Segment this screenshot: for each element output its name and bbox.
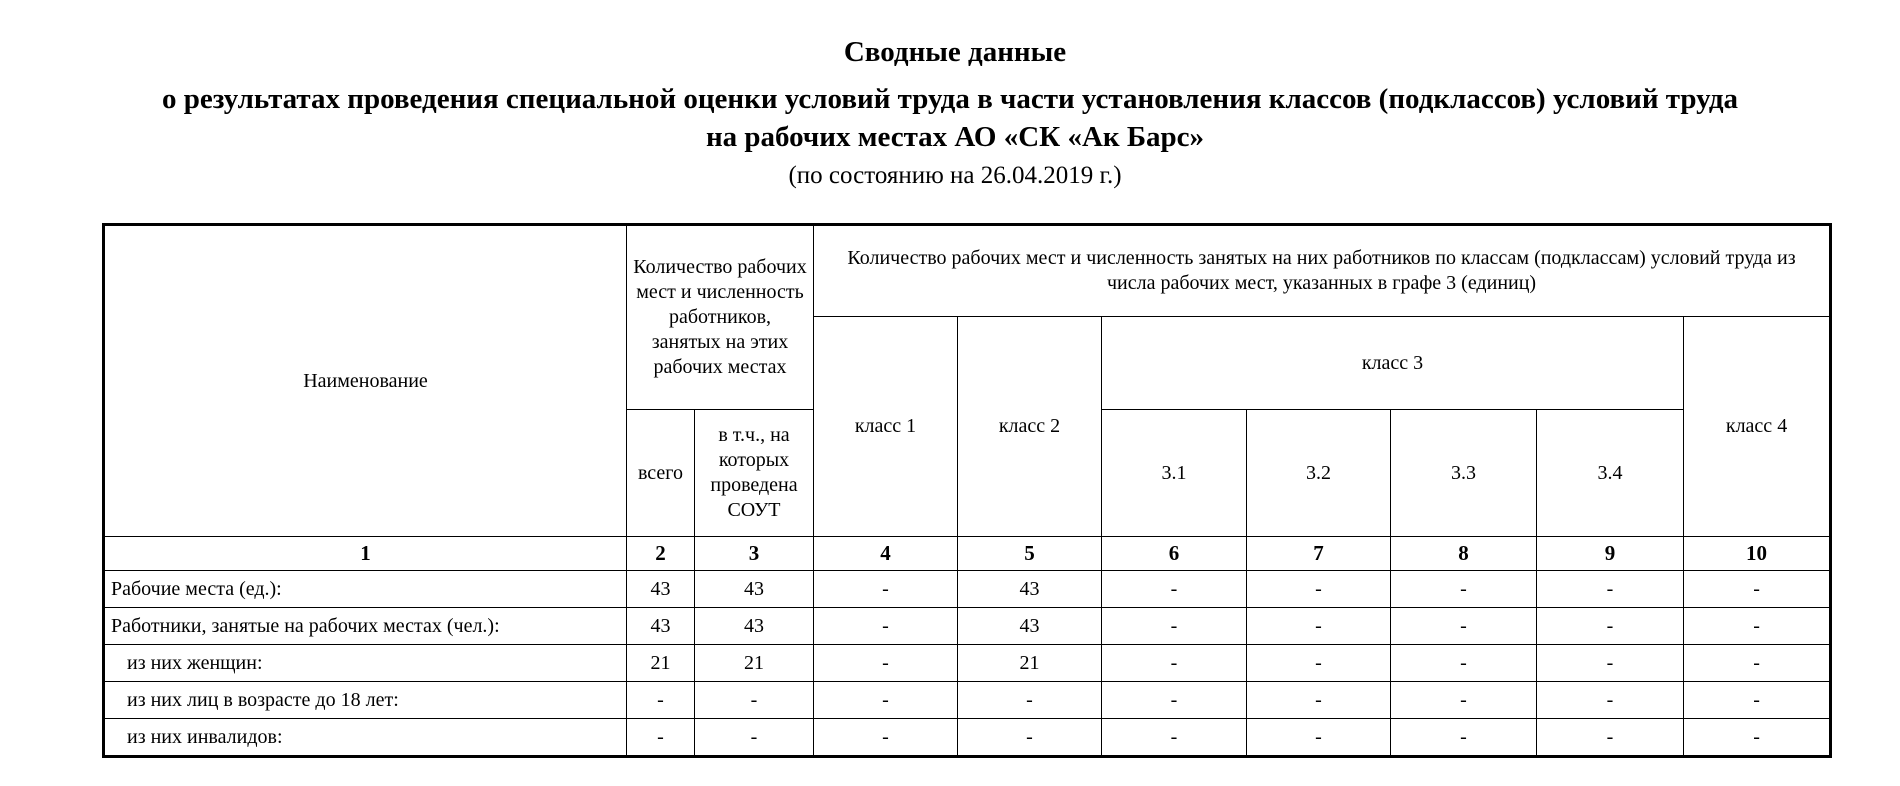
table-cell: - [1684, 645, 1831, 682]
header-subclass-3-4: 3.4 [1537, 410, 1684, 537]
table-cell: - [1537, 645, 1684, 682]
column-number: 1 [104, 537, 627, 571]
column-number: 7 [1247, 537, 1391, 571]
table-cell: - [1102, 571, 1247, 608]
table-cell: - [1247, 682, 1391, 719]
header-name: Наименование [104, 225, 627, 537]
table-cell: - [1391, 608, 1537, 645]
table-cell: - [1684, 608, 1831, 645]
table-cell: - [1684, 682, 1831, 719]
table-cell: 21 [695, 645, 814, 682]
column-number: 9 [1537, 537, 1684, 571]
column-number: 10 [1684, 537, 1831, 571]
table-cell: 43 [695, 608, 814, 645]
row-label: из них лиц в возрасте до 18 лет: [104, 682, 627, 719]
column-number: 3 [695, 537, 814, 571]
table-cell: - [1102, 719, 1247, 757]
table-cell: - [1537, 719, 1684, 757]
header-subclass-3-3: 3.3 [1391, 410, 1537, 537]
table-cell: - [627, 682, 695, 719]
table-row-minors [104, 682, 1831, 719]
table-cell: - [814, 719, 958, 757]
table-cell: - [1391, 571, 1537, 608]
table-row-workers [104, 608, 1831, 645]
table-cell: - [814, 682, 958, 719]
table-cell: - [1537, 682, 1684, 719]
table-cell: - [695, 682, 814, 719]
header-quantity: Количество рабочих мест и численность работников, занятых на этих рабочих местах [627, 225, 814, 410]
row-label: Рабочие места (ед.): [104, 571, 627, 608]
table-cell: - [1102, 682, 1247, 719]
header-sout: в т.ч., на которых проведена СОУТ [695, 410, 814, 537]
table-cell: - [814, 608, 958, 645]
table-cell: - [627, 719, 695, 757]
table-cell: - [814, 645, 958, 682]
table-cell: - [1247, 608, 1391, 645]
table-cell: - [1537, 571, 1684, 608]
table-cell: - [1684, 719, 1831, 757]
document-title: Сводные данные [843, 36, 1067, 68]
table-cell: - [1102, 645, 1247, 682]
table-cell: - [1537, 608, 1684, 645]
row-label: Работники, занятые на рабочих местах (чел.): [104, 608, 627, 645]
table-row-workplaces [104, 571, 1831, 608]
column-number: 5 [958, 537, 1102, 571]
column-number: 4 [814, 537, 958, 571]
table-cell: - [695, 719, 814, 757]
column-number: 2 [627, 537, 695, 571]
table-row-disabled [104, 719, 1831, 757]
table-row-women [104, 645, 1831, 682]
document-title-line-2: о результатах проведения специальной оценки условий труда в части установления классов (подклассов) условий труда [162, 83, 1738, 115]
table-cell: 43 [627, 608, 695, 645]
header-class-4: класс 4 [1684, 317, 1831, 537]
column-number-row [104, 537, 1831, 571]
document-date: (по состоянию на 26.04.2019 г.) [788, 162, 1122, 189]
table-cell: - [1391, 719, 1537, 757]
header-subclass-3-1: 3.1 [1102, 410, 1247, 537]
table-cell: - [958, 682, 1102, 719]
table-cell: - [1391, 682, 1537, 719]
header-class-3: класс 3 [1102, 317, 1684, 410]
table-cell: 43 [958, 571, 1102, 608]
header-total: всего [627, 410, 695, 537]
header-subclass-3-2: 3.2 [1247, 410, 1391, 537]
table-cell: 21 [958, 645, 1102, 682]
table-cell: - [1391, 645, 1537, 682]
summary-table [102, 223, 1832, 758]
column-number: 8 [1391, 537, 1537, 571]
row-label: из них женщин: [104, 645, 627, 682]
document-title-line-3: на рабочих местах АО «СК «Ак Барс» [705, 121, 1205, 153]
table-cell: - [958, 719, 1102, 757]
table-cell: - [1684, 571, 1831, 608]
header-classes: Количество рабочих мест и численность занятых на них работников по классам (подклассам) условий труда из числа рабочих мест, указанных в графе 3 (единиц) [814, 225, 1831, 317]
column-number: 6 [1102, 537, 1247, 571]
header-class-2: класс 2 [958, 317, 1102, 537]
header-class-1: класс 1 [814, 317, 958, 537]
table-cell: 43 [695, 571, 814, 608]
table-cell: 43 [958, 608, 1102, 645]
table-cell: - [1102, 608, 1247, 645]
table-cell: 43 [627, 571, 695, 608]
table-cell: - [1247, 571, 1391, 608]
row-label: из них инвалидов: [104, 719, 627, 757]
table-cell: - [814, 571, 958, 608]
table-cell: - [1247, 645, 1391, 682]
table-cell: 21 [627, 645, 695, 682]
table-cell: - [1247, 719, 1391, 757]
